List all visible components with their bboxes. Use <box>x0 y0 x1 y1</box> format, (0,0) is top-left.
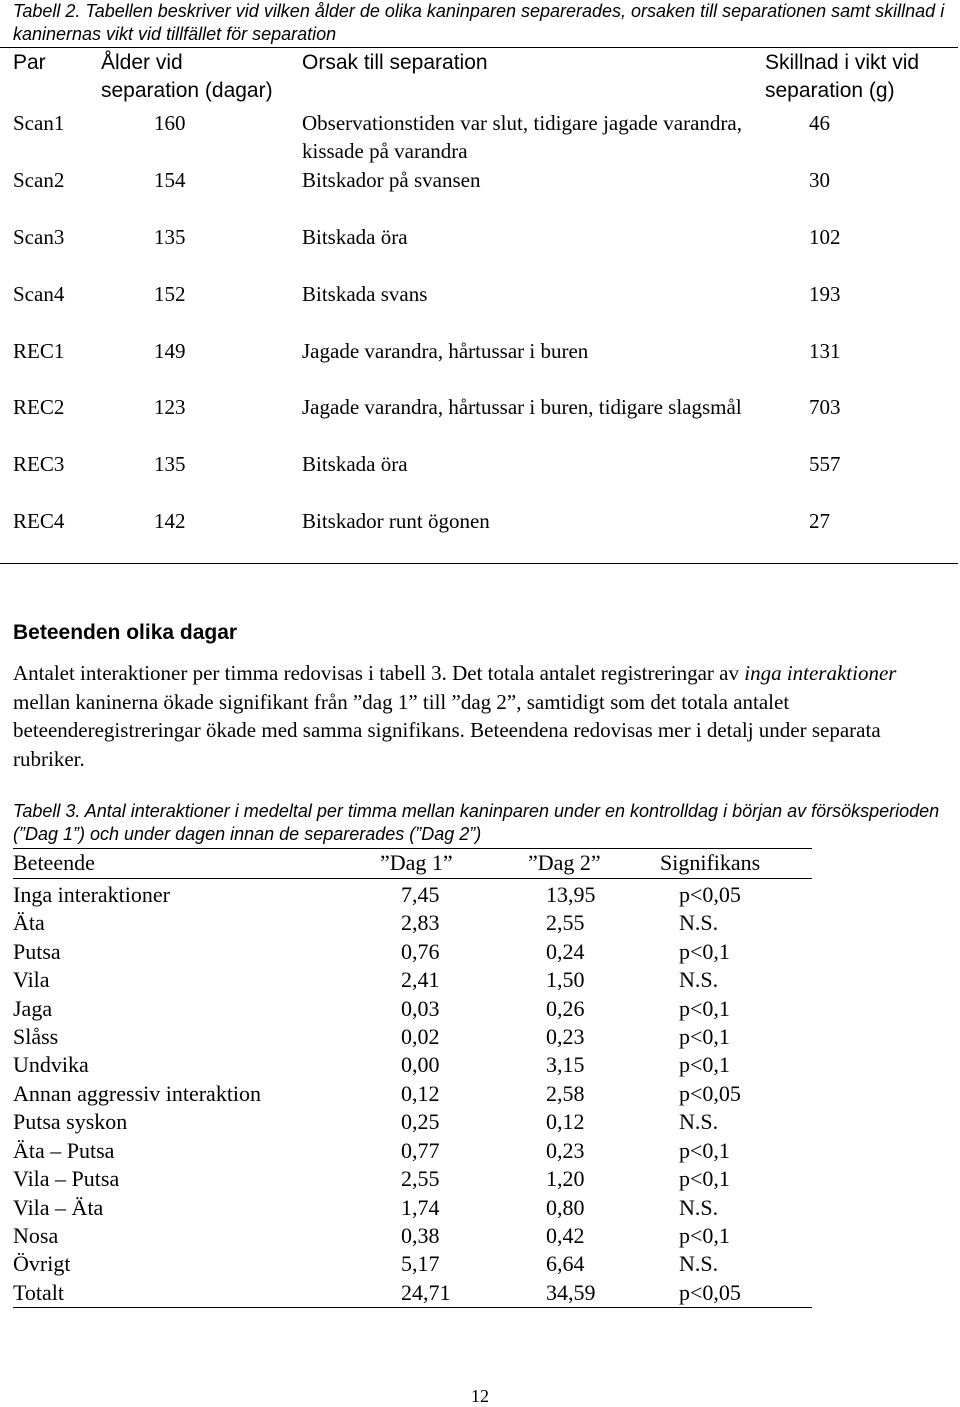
header-age-line2: separation (dagar) <box>101 79 273 102</box>
diff-cell: 557 <box>809 452 841 476</box>
day2-cell: 0,23 <box>546 1024 585 1049</box>
header-reason: Orsak till separation <box>302 51 488 74</box>
day2-cell: 0,80 <box>546 1195 585 1220</box>
significance-cell: p<0,1 <box>679 996 730 1021</box>
reason-cell: Observationstiden var slut, tidigare jagade varandra, kissade på varandra <box>302 111 742 163</box>
pair-cell: REC2 <box>13 395 65 419</box>
day1-cell: 0,00 <box>401 1052 440 1077</box>
pair-cell: REC4 <box>13 509 65 533</box>
day2-cell: 0,24 <box>546 939 585 964</box>
age-cell: 149 <box>154 339 186 363</box>
behavior-cell: Undvika <box>13 1052 89 1077</box>
day1-cell: 0,76 <box>401 939 440 964</box>
significance-cell: N.S. <box>679 967 719 992</box>
age-cell: 135 <box>154 225 186 249</box>
diff-cell: 703 <box>809 395 841 419</box>
behavior-cell: Totalt <box>13 1280 65 1305</box>
behavior-cell: Vila <box>13 967 50 992</box>
age-cell: 160 <box>154 111 186 135</box>
reason-cell: Bitskada svans <box>302 282 428 306</box>
header-diff-line1: Skillnad i vikt vid <box>765 51 920 74</box>
significance-cell: p<0,1 <box>679 1138 730 1163</box>
header-age-line1: Ålder vid <box>101 51 183 74</box>
day1-cell: 0,02 <box>401 1024 440 1049</box>
behavior-cell: Putsa <box>13 939 61 964</box>
day2-cell: 3,15 <box>546 1052 585 1077</box>
behavior-cell: Inga interaktioner <box>13 882 170 907</box>
table3-caption: Tabell 3. Antal interaktioner i medeltal per timma mellan kaninparen under en kontrolldag i början av försöksperioden (”Dag 1”) och under dagen innan de separerades (”Dag 2”) <box>13 801 940 844</box>
day2-cell: 13,95 <box>546 882 596 907</box>
behavior-cell: Äta – Putsa <box>13 1138 115 1163</box>
header-day2: ”Dag 2” <box>528 850 601 875</box>
day1-cell: 2,41 <box>401 967 440 992</box>
reason-cell: Bitskada öra <box>302 452 408 476</box>
significance-cell: p<0,1 <box>679 1024 730 1049</box>
day1-cell: 0,38 <box>401 1223 440 1248</box>
day1-cell: 0,25 <box>401 1109 440 1134</box>
day2-cell: 0,12 <box>546 1109 585 1134</box>
significance-cell: p<0,1 <box>679 1166 730 1191</box>
diff-cell: 102 <box>809 225 841 249</box>
pair-cell: Scan4 <box>13 282 65 306</box>
reason-cell: Jagade varandra, hårtussar i buren <box>302 339 589 363</box>
paragraph-text-2: mellan kaninerna ökade signifikant från ”dag 1” till ”dag 2”, samtidigt som det totala antalet beteenderegistreringar ökade med samma signifikans. Beteendena redovisas mer i detalj under separata rubriker. <box>13 689 881 771</box>
significance-cell: p<0,05 <box>679 1280 741 1305</box>
significance-cell: p<0,1 <box>679 939 730 964</box>
section-paragraph <box>13 659 946 773</box>
table3-header-rule <box>13 878 812 879</box>
page-number: 12 <box>471 1386 489 1406</box>
header-day1: ”Dag 1” <box>380 850 453 875</box>
table3-bottom-rule <box>13 1307 812 1308</box>
behavior-cell: Nosa <box>13 1223 59 1248</box>
day2-cell: 34,59 <box>546 1280 596 1305</box>
age-cell: 142 <box>154 509 186 533</box>
diff-cell: 46 <box>809 111 830 135</box>
reason-cell: Bitskador på svansen <box>302 168 481 192</box>
day2-cell: 2,58 <box>546 1081 585 1106</box>
significance-cell: p<0,1 <box>679 1052 730 1077</box>
behavior-cell: Jaga <box>13 996 53 1021</box>
day2-cell: 0,26 <box>546 996 585 1021</box>
day1-cell: 2,83 <box>401 910 440 935</box>
header-behavior: Beteende <box>13 850 95 875</box>
age-cell: 135 <box>154 452 186 476</box>
significance-cell: N.S. <box>679 910 719 935</box>
significance-cell: N.S. <box>679 1109 719 1134</box>
pair-cell: Scan2 <box>13 168 65 192</box>
day1-cell: 7,45 <box>401 882 440 907</box>
behavior-cell: Övrigt <box>13 1251 71 1276</box>
diff-cell: 193 <box>809 282 841 306</box>
day1-cell: 2,55 <box>401 1166 440 1191</box>
day2-cell: 0,42 <box>546 1223 585 1248</box>
reason-cell: Bitskada öra <box>302 225 408 249</box>
day2-cell: 1,50 <box>546 967 585 992</box>
age-cell: 123 <box>154 395 186 419</box>
reason-cell: Bitskador runt ögonen <box>302 509 490 533</box>
pair-cell: REC3 <box>13 452 65 476</box>
significance-cell: N.S. <box>679 1251 719 1276</box>
day1-cell: 0,03 <box>401 996 440 1021</box>
day2-cell: 2,55 <box>546 910 585 935</box>
paragraph-text-1: Antalet interaktioner per timma redovisas i tabell 3. Det totala antalet registreringar av <box>13 661 745 685</box>
behavior-cell: Vila – Äta <box>13 1195 104 1220</box>
reason-cell: Jagade varandra, hårtussar i buren, tidigare slagsmål <box>302 395 742 419</box>
header-pair: Par <box>13 51 46 74</box>
behavior-cell: Annan aggressiv interaktion <box>13 1081 262 1106</box>
table2-caption: Tabell 2. Tabellen beskriver vid vilken ålder de olika kaninparen separerades, orsaken till separationen samt skillnad i kaninernas vikt vid tillfället för separation <box>13 1 945 44</box>
significance-cell: N.S. <box>679 1195 719 1220</box>
pair-cell: REC1 <box>13 339 65 363</box>
day1-cell: 0,77 <box>401 1138 440 1163</box>
table2-top-rule <box>0 47 958 48</box>
pair-cell: Scan3 <box>13 225 65 249</box>
day2-cell: 6,64 <box>546 1251 585 1276</box>
header-diff-line2: separation (g) <box>765 79 895 102</box>
behavior-cell: Slåss <box>13 1024 59 1049</box>
diff-cell: 30 <box>809 168 830 192</box>
significance-cell: p<0,05 <box>679 882 741 907</box>
behavior-cell: Vila – Putsa <box>13 1166 120 1191</box>
paragraph-emphasis: inga interaktioner <box>744 661 897 685</box>
day1-cell: 5,17 <box>401 1251 440 1276</box>
day1-cell: 0,12 <box>401 1081 440 1106</box>
behavior-cell: Äta <box>13 910 45 935</box>
day1-cell: 24,71 <box>401 1280 451 1305</box>
diff-cell: 27 <box>809 509 830 533</box>
section-heading: Beteenden olika dagar <box>13 621 238 644</box>
day2-cell: 1,20 <box>546 1166 585 1191</box>
header-significance: Signifikans <box>660 850 761 875</box>
age-cell: 154 <box>154 168 186 192</box>
age-cell: 152 <box>154 282 186 306</box>
table2-bottom-rule <box>0 563 958 564</box>
day2-cell: 0,23 <box>546 1138 585 1163</box>
pair-cell: Scan1 <box>13 111 65 135</box>
behavior-cell: Putsa syskon <box>13 1109 128 1134</box>
diff-cell: 131 <box>809 339 841 363</box>
significance-cell: p<0,05 <box>679 1081 741 1106</box>
significance-cell: p<0,1 <box>679 1223 730 1248</box>
day1-cell: 1,74 <box>401 1195 440 1220</box>
